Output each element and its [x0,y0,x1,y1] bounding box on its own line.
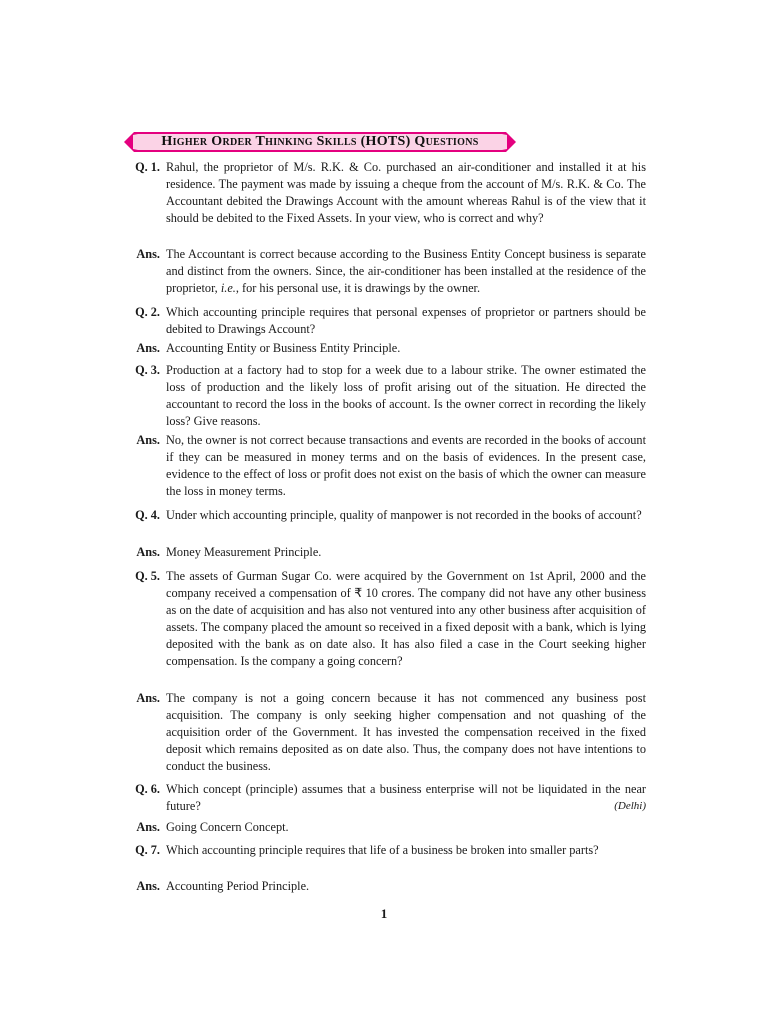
answer-label: Ans. [136,545,160,559]
page-number: 1 [380,906,388,921]
answer-label: Ans. [136,691,160,705]
source-tag: (Delhi) [614,800,646,812]
answer-label: Ans. [136,433,160,447]
answer-text: The company is not a going concern because it has not commenced any business post acquisition. The company is only seeking higher compensation and not quashing of the acquisition order of the Government. It has invested the compensation received in the fixed deposit which remains deposited as on date also. Thus, the company does not have intentions to conduct the business. [166,691,646,773]
question-label: Q. 4. [135,508,160,522]
answer-label: Ans. [136,820,160,834]
answer-text: Accounting Period Principle. [166,879,310,893]
answer-text: The Accountant is correct because according to the Business Entity Concept business is separate and distinct from the owners. Since, the air-conditioner has been installed at the residence of the proprietor, i.e., for his personal use, it is drawings by the owner. [166,247,646,295]
question-text: Which concept (principle) assumes that a business enterprise will not be liquidated in the near future? (Delhi) [166,782,646,813]
answer-text: No, the owner is not correct because transactions and events are recorded in the books of account if they can be measured in money terms and on the basis of evidences. In the present case, evidence to the effect of loss or profit does not exist on the basis of which the owner can measure the loss in money terms. [166,433,646,498]
question-label: Q. 2. [135,305,160,319]
question-text: Rahul, the proprietor of M/s. R.K. & Co. purchased an air-conditioner and installed it at his residence. The payment was made by issuing a cheque from the account of M/s. R.K. & Co. The Accountant debited the Drawings Account with the amount whereas Rahul is of the view that it should be debited to the Fixed Assets. In your view, who is correct and why? [166,160,646,225]
question-label: Q. 6. [135,782,160,796]
question-text: The assets of Gurman Sugar Co. were acquired by the Government on 1st April, 2000 and the company received a compensation of ₹ 10 crores. The company did not have any other business as on the date of acquisition and has also not ventured into any other business after acquisition of assets. The company placed the amount so received in a fixed deposit with a bank, which is lying deposited with the bank as on date also. It has also filed a case in the Court seeking higher compensation. Is the company a going concern? [166,569,646,668]
section-title: Higher Order Thinking Skills (HOTS) Questions [161,134,479,149]
question-label: Q. 3. [135,363,160,377]
answer-label: Ans. [136,879,160,893]
question-label: Q. 1. [135,160,160,174]
answer-text: Money Measurement Principle. [166,545,322,559]
answer-label: Ans. [136,341,160,355]
question-text: Which accounting principle requires that life of a business be broken into smaller parts? [166,843,599,857]
question-text: Under which accounting principle, quality of manpower is not recorded in the books of account? [166,508,642,522]
question-label: Q. 5. [135,569,160,583]
question-text: Which accounting principle requires that personal expenses of proprietor or partners should be debited to Drawings Account? [166,305,646,336]
answer-text: Accounting Entity or Business Entity Principle. [166,341,401,355]
section-banner [124,132,516,152]
answer-label: Ans. [136,247,160,261]
answer-text: Going Concern Concept. [166,820,289,834]
question-text: Production at a factory had to stop for a week due to a labour strike. The owner estimated the loss of production and the likely loss of profit arising out of the situation. He directed the accountant to record the loss in the books of account. Is the owner correct in recording the likely loss? Give reasons. [166,363,646,428]
question-label: Q. 7. [135,843,160,857]
